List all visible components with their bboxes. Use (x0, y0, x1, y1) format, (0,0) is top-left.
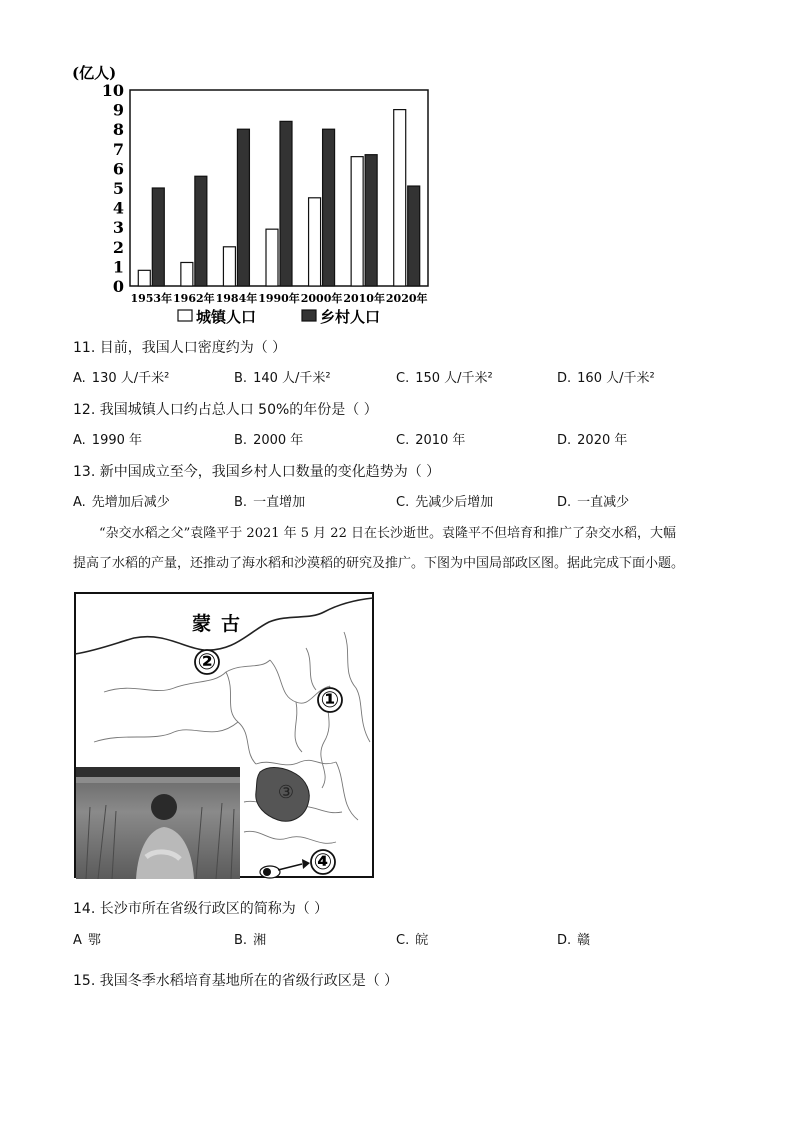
y-tick-label: 4 (112, 198, 124, 218)
mongolia-label: 蒙古 (192, 613, 251, 635)
option-letter: A. (73, 371, 86, 386)
y-tick-label: 9 (112, 100, 124, 120)
y-tick-label: 3 (112, 218, 124, 238)
option-letter: A. (73, 433, 86, 448)
x-tick-label: 1990年 (258, 292, 300, 305)
option-letter: C. (396, 433, 410, 448)
option-text: 先增加后减少 (91, 495, 170, 510)
option[interactable] (557, 370, 655, 388)
option[interactable] (234, 932, 266, 950)
option-text: 130 人/千米² (91, 371, 170, 386)
option-text: 2000 年 (253, 433, 304, 448)
option-letter: C. (396, 495, 410, 510)
option-text: 2020 年 (577, 433, 628, 448)
passage (73, 519, 733, 579)
y-tick-label: 0 (112, 277, 124, 296)
legend-swatch-urban (178, 310, 192, 321)
y-tick-label: 8 (112, 120, 124, 140)
option[interactable] (73, 432, 142, 450)
option-text: 150 人/千米² (415, 371, 493, 386)
option-letter: B. (234, 933, 248, 948)
marker-1: ① (320, 688, 340, 713)
passage-line-1: “杂交水稻之父”袁隆平于 2021 年 5 月 22 日在长沙逝世。袁隆平不但培育和推广了杂交水稻，大幅 (99, 526, 676, 541)
option-text: 2010 年 (415, 433, 466, 448)
option-text: 赣 (577, 933, 591, 948)
option-text: 140 人/千米² (253, 371, 331, 386)
option-letter: D. (557, 495, 572, 510)
marker-2: ② (197, 650, 217, 675)
option-text: 一直增加 (253, 495, 306, 510)
legend-swatch-rural (302, 310, 316, 321)
option-letter: C. (396, 371, 410, 386)
option-text: 先减少后增加 (415, 495, 494, 510)
bar-urban (351, 157, 363, 286)
option[interactable] (557, 432, 627, 450)
option[interactable] (73, 932, 101, 950)
bar-rural (195, 176, 207, 286)
option-text: 湘 (253, 933, 267, 948)
question-13-stem: 13. 新中国成立至今，我国乡村人口数量的变化趋势为（ ） (73, 464, 441, 480)
photo-illustration (76, 767, 240, 879)
rice-field-photo (76, 767, 240, 879)
plot-frame (130, 90, 428, 286)
option[interactable] (73, 370, 169, 388)
bar-urban (223, 247, 235, 286)
bar-rural (365, 155, 377, 286)
question-14-stem: 14. 长沙市所在省级行政区的简称为（ ） (73, 901, 329, 917)
marker-4: ④ (313, 850, 333, 875)
passage-line-2: 提高了水稻的产量，还推动了海水稻和沙漠稻的研究及推广。下图为中国局部政区图。据此完成下面小题。 (73, 556, 685, 571)
x-tick-label: 2000年 (300, 292, 343, 305)
legend-label-rural: 乡村人口 (320, 308, 381, 326)
option-letter: D. (557, 433, 572, 448)
bar-urban (138, 270, 150, 286)
bar-urban (309, 198, 321, 286)
bar-urban (394, 110, 406, 286)
option[interactable] (396, 370, 493, 388)
option-letter: B. (234, 371, 248, 386)
question-11-stem: 11. 目前，我国人口密度约为（ ） (73, 340, 287, 356)
option-letter: B. (234, 495, 248, 510)
option[interactable] (73, 494, 170, 512)
bar-urban (266, 229, 278, 286)
bar-urban (181, 262, 193, 286)
option[interactable] (234, 494, 305, 512)
option-letter: A. (73, 495, 86, 510)
y-tick-label: 10 (101, 81, 124, 100)
population-bar-chart (70, 62, 430, 330)
bar-rural (323, 129, 335, 286)
option-text: 鄂 (87, 933, 101, 948)
legend-label-urban: 城镇人口 (196, 308, 257, 326)
option[interactable] (234, 432, 303, 450)
option[interactable] (234, 370, 331, 388)
option-text: 一直减少 (577, 495, 630, 510)
y-tick-label: 2 (112, 237, 124, 257)
option[interactable] (396, 494, 493, 512)
y-tick-label: 6 (112, 159, 124, 179)
x-tick-label: 2020年 (385, 292, 428, 305)
y-tick-label: 1 (112, 257, 124, 277)
bar-rural (152, 188, 164, 286)
option-letter: D. (557, 371, 572, 386)
y-unit-label: (亿人) (72, 64, 117, 82)
option-letter: D. (557, 933, 572, 948)
chart-legend (178, 308, 380, 326)
x-tick-label: 2010年 (343, 292, 385, 305)
question-15-stem: 15. 我国冬季水稻培育基地所在的省级行政区是（ ） (73, 973, 399, 989)
bar-rural (280, 121, 292, 286)
option-text: 160 人/千米² (577, 371, 655, 386)
option[interactable] (396, 932, 428, 950)
x-tick-label: 1953年 (130, 292, 173, 305)
question-12-stem: 12. 我国城镇人口约占总人口 50%的年份是（ ） (73, 402, 378, 418)
y-tick-label: 5 (112, 179, 124, 198)
bar-rural (237, 129, 249, 286)
x-tick-label: 1962年 (173, 292, 215, 305)
marker-3: ③ (277, 782, 295, 803)
bar-rural (408, 186, 420, 286)
option-text: 1990 年 (91, 433, 143, 448)
x-tick-label: 1984年 (215, 292, 258, 305)
option[interactable] (557, 494, 629, 512)
hainan-dot (263, 868, 271, 876)
y-tick-label: 7 (112, 139, 124, 159)
option[interactable] (557, 932, 590, 950)
option-letter: A (73, 933, 82, 948)
option[interactable] (396, 432, 465, 450)
option-text: 皖 (415, 933, 429, 948)
option-letter: B. (234, 433, 248, 448)
option-letter: C. (396, 933, 410, 948)
